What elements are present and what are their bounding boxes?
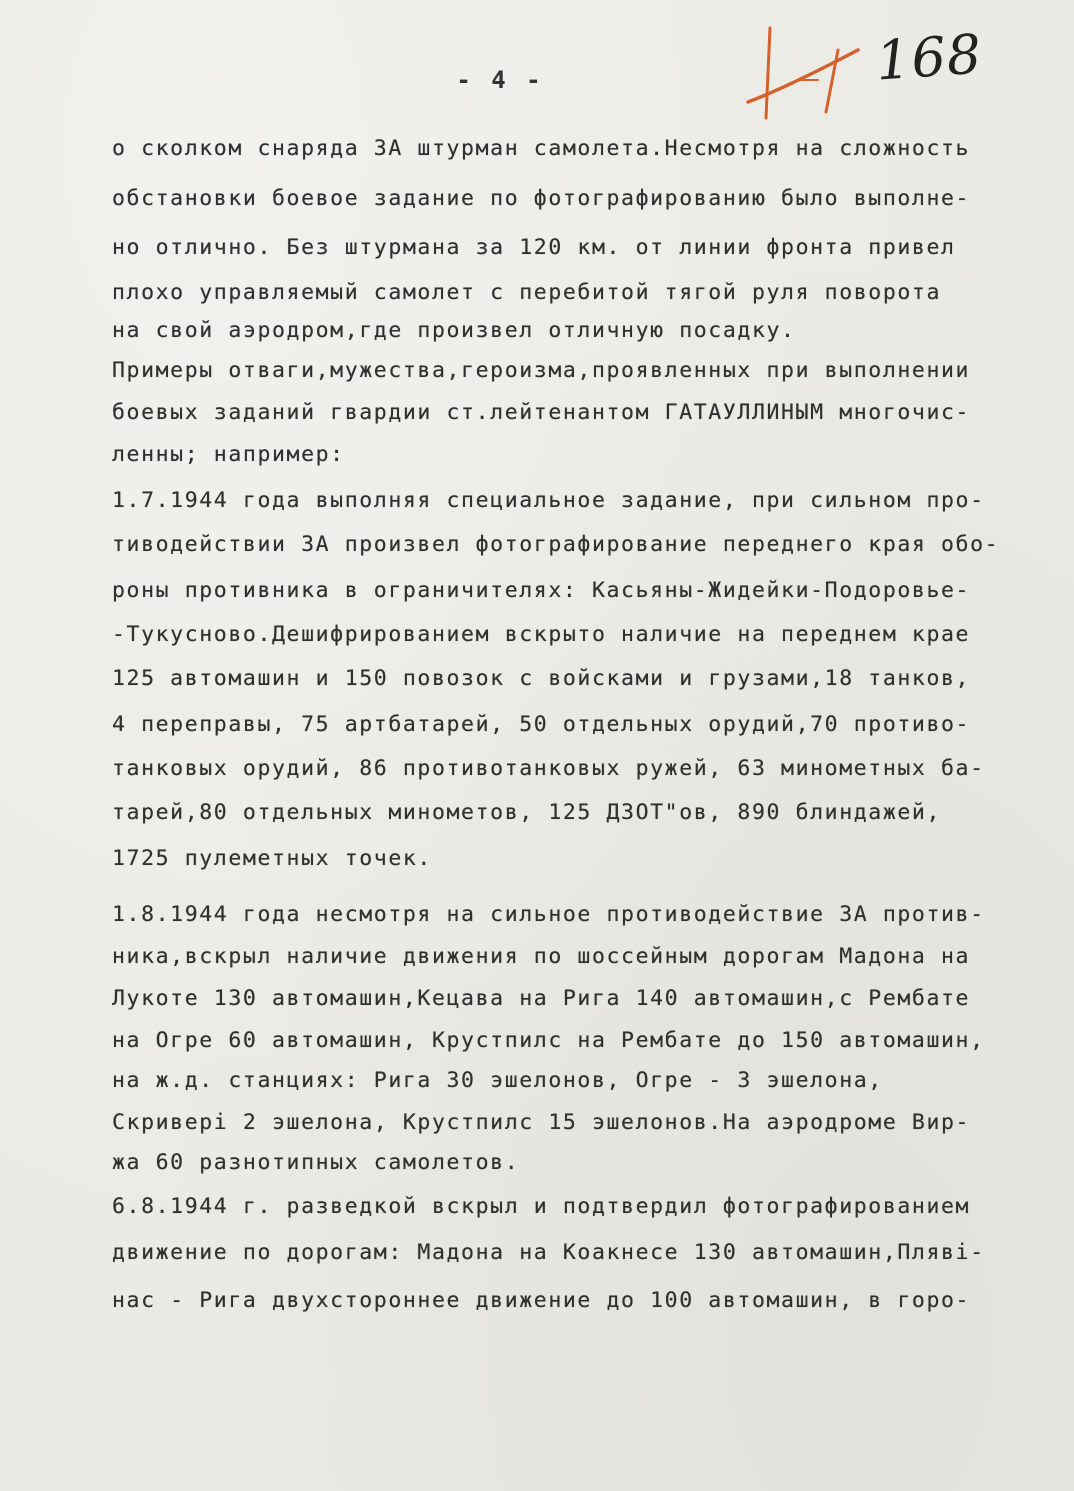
text-line: о сколком снаряда ЗА штурман самолета.Несмотря на сложность	[112, 136, 971, 161]
text-line: Примеры отваги,мужества,героизма,проявленных при выполнении	[112, 358, 971, 383]
text-line: 1725 пулеметных точек.	[112, 846, 432, 871]
text-line: нас - Рига двухстороннее движение до 100 автомашин, в горо-	[112, 1288, 971, 1313]
archive-number: 168	[873, 22, 985, 93]
text-line: танковых орудий, 86 противотанковых ружей, 63 минометных ба-	[112, 756, 985, 781]
text-line: жа 60 разнотипных самолетов.	[112, 1150, 520, 1175]
text-line: 1.7.1944 года выполняя специальное задание, при сильном про-	[112, 488, 985, 513]
text-line: тарей,80 отдельных минометов, 125 ДЗОТ"ов, 890 блиндажей,	[112, 800, 942, 825]
text-line: 6.8.1944 г. разведкой вскрыл и подтвердил фотографированием	[112, 1194, 971, 1219]
text-line: боевых заданий гвардии ст.лейтенантом ГАТАУЛЛИНЫМ многочис-	[112, 400, 971, 425]
text-line: роны противника в ограничителях: Касьяны-Жидейки-Подоровье-	[112, 578, 971, 603]
text-line: 125 автомашин и 150 повозок с войсками и грузами,18 танков,	[112, 666, 971, 691]
text-line: -Тукусново.Дешифрированием вскрыто наличие на переднем крае	[112, 622, 971, 647]
text-line: 4 переправы, 75 артбатарей, 50 отдельных орудий,70 противо-	[112, 712, 971, 737]
text-line: тиводействии ЗА произвел фотографирование переднего края обо-	[112, 532, 1000, 557]
text-line: но отлично. Без штурмана за 120 км. от линии фронта привел	[112, 235, 956, 260]
text-line: плохо управляемый самолет с перебитой тягой руля поворота	[112, 280, 942, 305]
text-line: на Огре 60 автомашин, Крустпилс на Рембате до 150 автомашин,	[112, 1028, 985, 1053]
text-line: ника,вскрыл наличие движения по шоссейным дорогам Мадона на	[112, 944, 971, 969]
text-line: 1.8.1944 года несмотря на сильное противодействие ЗА против-	[112, 902, 985, 927]
page-number: - 4 -	[456, 66, 544, 94]
text-line: ленны; например:	[112, 442, 345, 467]
text-line: Скриверi 2 эшелона, Крустпилс 15 эшелонов.На аэродроме Вир-	[112, 1110, 971, 1135]
text-line: движение по дорогам: Мадона на Коакнесе 130 автомашин,Плявi-	[112, 1240, 985, 1265]
text-line: на ж.д. станциях: Рига 30 эшелонов, Огре - 3 эшелона,	[112, 1068, 883, 1093]
text-line: на свой аэродром,где произвел отличную посадку.	[112, 318, 796, 343]
text-line: обстановки боевое задание по фотографированию было выполне-	[112, 186, 971, 211]
text-line: Лукоте 130 автомашин,Кецава на Рига 140 автомашин,с Рембате	[112, 986, 971, 1011]
